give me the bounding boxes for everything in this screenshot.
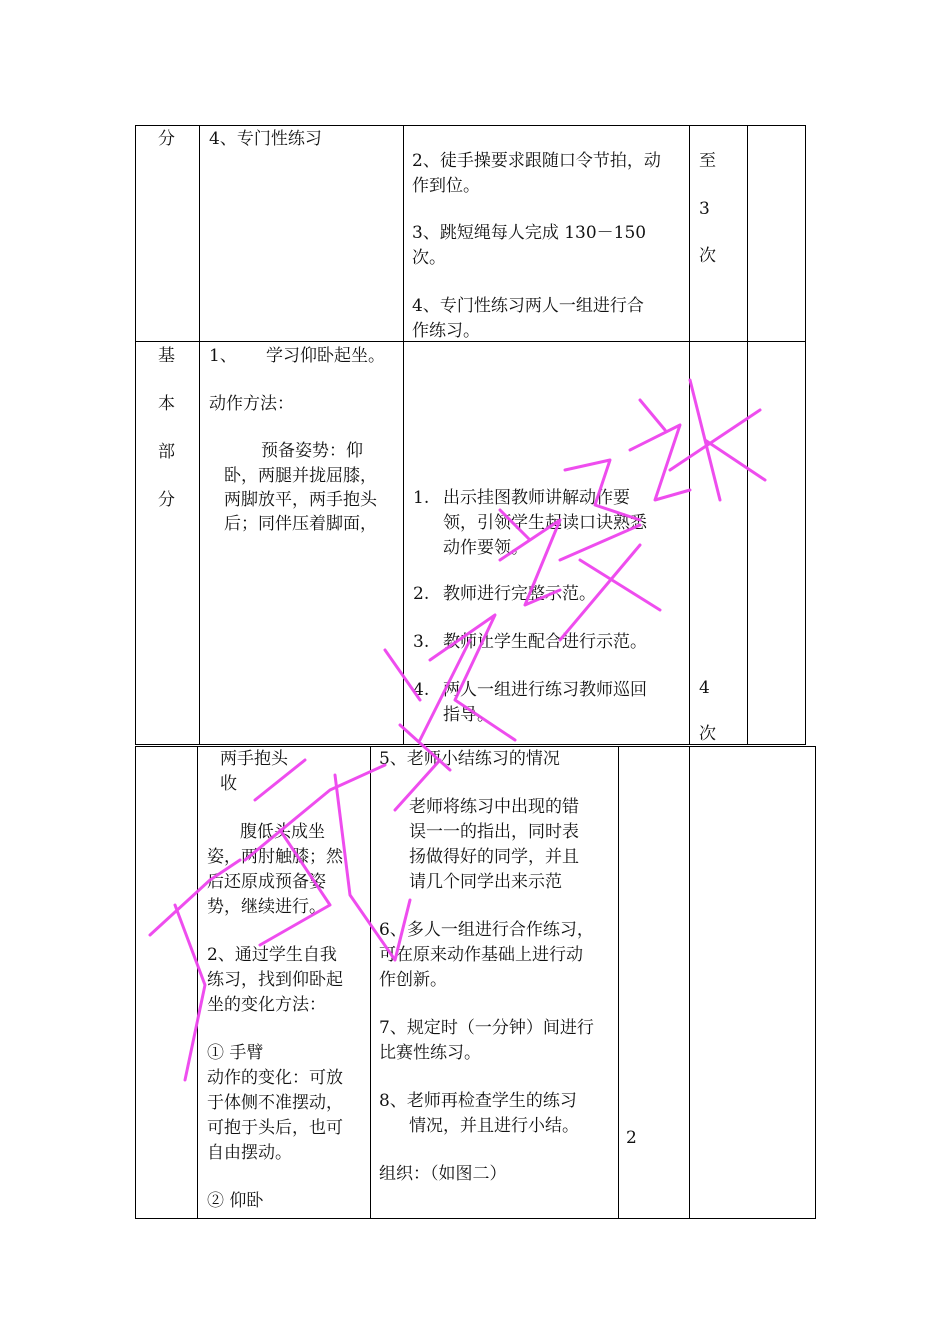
cell-line: 7、规定时（一分钟）间进行 [379,1018,594,1038]
method-line: 作练习。 [412,321,480,341]
method-line: 领，引领学生起读口诀熟悉 [443,513,647,533]
cell-line: ① 手臂 [207,1043,264,1063]
table2-col-line [689,746,690,1219]
cell-line: 2、通过学生自我 [207,945,337,965]
cell-line: 势，继续进行。 [207,897,326,917]
method-label: 动作方法： [209,394,294,414]
content-line: 两脚放平，两手抱头 [224,490,377,510]
method-line: 教师进行完整示范。 [443,584,596,604]
cell-line: 后还原成预备姿 [207,872,326,892]
section-char: 本 [158,394,175,414]
method-num: 2. [413,584,430,604]
cell-line: 比赛性练习。 [379,1043,481,1063]
method-num: 4. [413,680,430,700]
cell-line: 自由摆动。 [207,1143,292,1163]
content-title-num: 1、 [209,346,237,366]
method-line: 次。 [412,248,446,268]
cell-line: 两手抱头 [220,749,288,769]
section-cell: 分 [158,129,175,149]
method-line: 出示挂图教师讲解动作要 [443,488,630,508]
content-line: 卧，两腿并拢屈膝， [224,466,377,486]
method-num: 1. [413,488,430,508]
method-line: 2、徒手操要求跟随口令节拍，动 [412,151,661,171]
table1-col-line [805,125,806,745]
method-line: 作到位。 [412,176,480,196]
cell-line: 组织：（如图二） [379,1164,507,1184]
cell-line: 可在原来动作基础上进行动 [379,945,583,965]
cell-line: 收 [220,774,237,794]
section-char: 基 [158,346,175,366]
method-line: 动作要领。 [443,538,528,558]
cell-line: ② 仰卧 [207,1191,264,1211]
table2-col-line [370,746,371,1219]
cell-line: 5、老师小结练习的情况 [379,749,560,769]
cell-line: 姿，两肘触膝；然 [207,847,343,867]
table2-col-line [618,746,619,1219]
cell-line: 腹低头成坐 [240,822,325,842]
count-cell: 4 [699,678,710,698]
method-line: 教师让学生配合进行示范。 [443,632,647,652]
cell-line: 动作的变化：可放 [207,1068,343,1088]
cell-line: 可抱于头后，也可 [207,1118,343,1138]
count-cell: 次 [699,724,716,744]
table2-col-line [135,746,136,1219]
cell-line: 作创新。 [379,970,447,990]
cell-line: 坐的变化方法： [207,995,326,1015]
watermark-text: 武汉设计 [0,0,4,1]
watermark-stroke [630,400,690,500]
table2-bottom-border [135,1218,816,1219]
count-cell: 次 [699,246,716,266]
method-num: 3. [413,632,430,652]
table2-col-line [815,746,816,1219]
cell-line: 8、老师再检查学生的练习 [379,1091,577,1111]
watermark-stroke [670,380,765,500]
cell-line: 6、多人一组进行合作练习， [379,920,594,940]
count-cell: 2 [626,1128,637,1148]
content-line: 后；同伴压着脚面， [224,514,377,534]
table1-col-line [199,125,200,745]
table1-top-border [135,125,805,126]
count-cell: 3 [699,199,710,219]
table2-col-line [197,746,198,1219]
section-char: 分 [158,490,175,510]
method-line: 3、跳短绳每人完成 130－150 [412,223,647,243]
method-line: 指导。 [443,705,494,725]
content-line: 预备姿势：仰 [261,441,363,461]
content-cell: 4、专门性练习 [209,129,322,149]
method-line: 两人一组进行练习教师巡回 [443,680,647,700]
table1-col-line [403,125,404,745]
table1-col-line [747,125,748,745]
count-cell: 至 [699,151,716,171]
section-char: 部 [158,442,175,462]
table1-col-line [135,125,136,745]
table1-col-line [689,125,690,745]
content-title: 学习仰卧起坐。 [266,346,385,366]
cell-line: 请几个同学出来示范 [409,872,562,892]
cell-line: 情况，并且进行小结。 [409,1116,579,1136]
cell-line: 于体侧不准摆动， [207,1093,343,1113]
cell-line: 老师将练习中出现的错 [409,797,579,817]
cell-line: 扬做得好的同学，并且 [409,847,579,867]
cell-line: 误一一的指出，同时表 [409,822,579,842]
cell-line: 练习，找到仰卧起 [207,970,343,990]
method-line: 4、专门性练习两人一组进行合 [412,296,644,316]
watermark-stroke [385,650,450,810]
